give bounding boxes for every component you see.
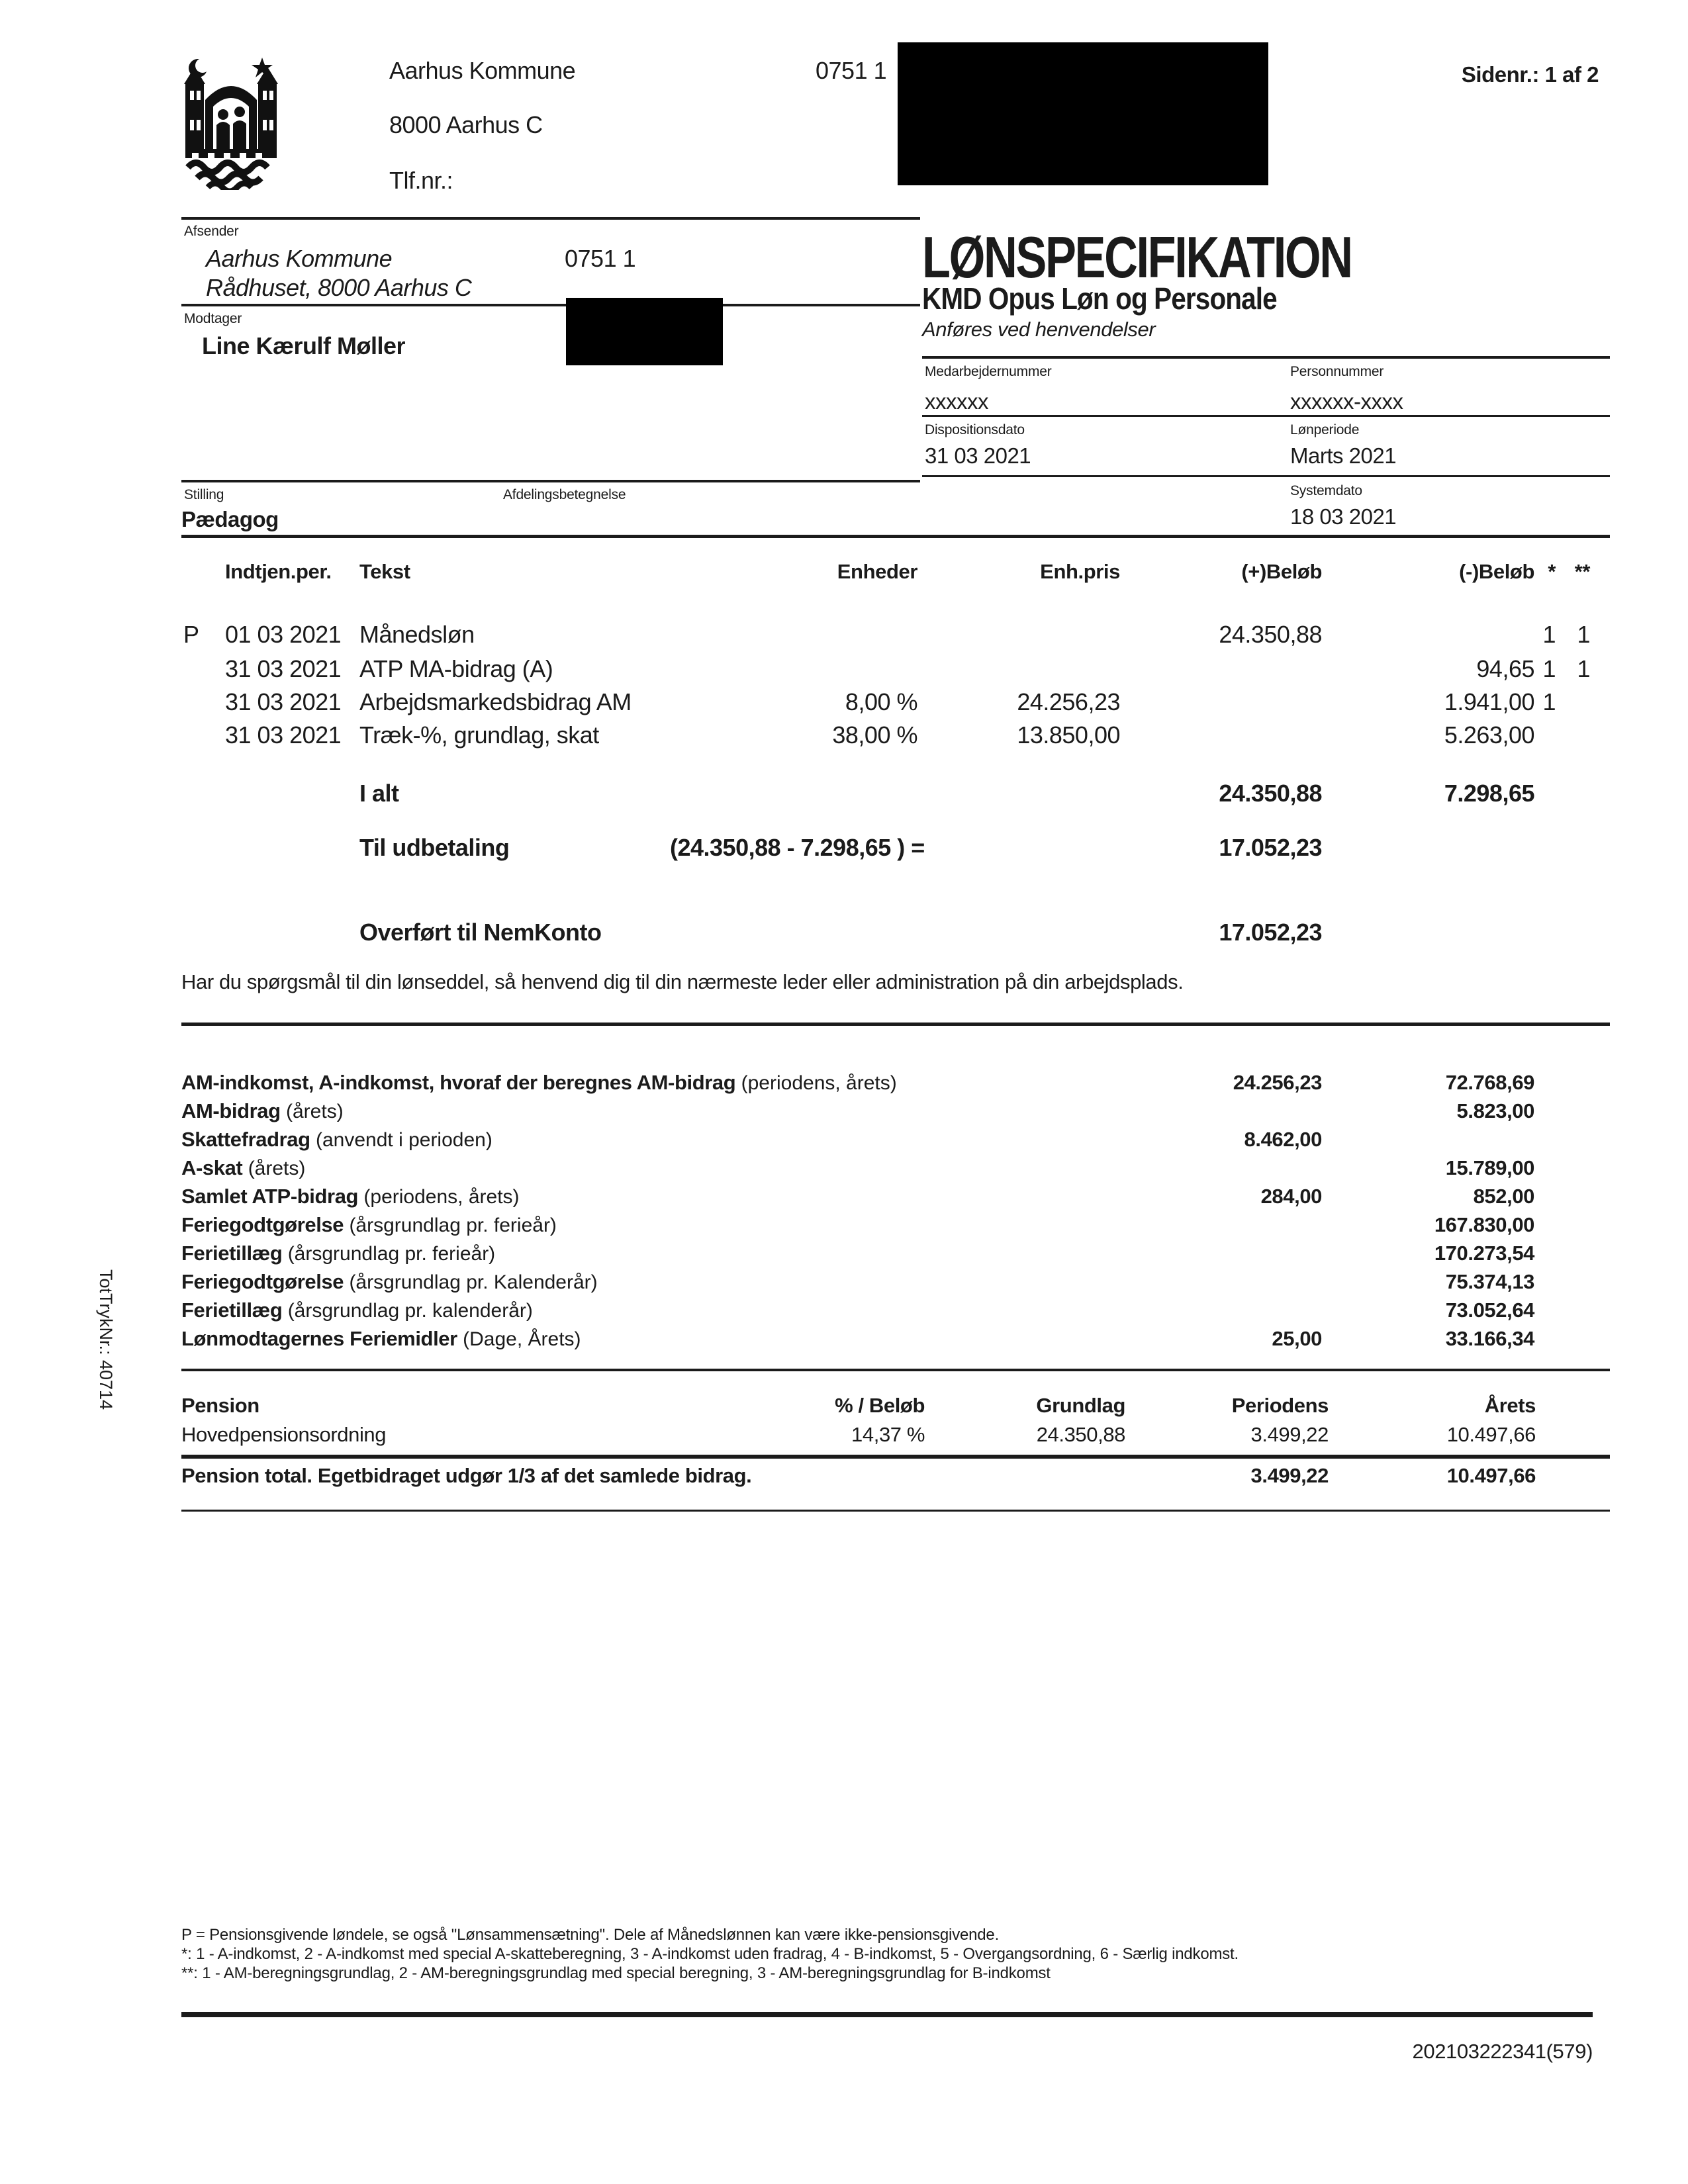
divider	[922, 415, 1610, 417]
stilling-label: Stilling	[184, 487, 224, 502]
pension-total-arets: 10.497,66	[1446, 1464, 1536, 1487]
summary-label: Lønmodtagernes Feriemidler	[181, 1327, 457, 1350]
cell-tekst: Månedsløn	[359, 621, 475, 648]
ialt-label: I alt	[359, 780, 399, 807]
divider	[181, 1510, 1610, 1512]
medarbejdernummer-label: Medarbejdernummer	[925, 364, 1052, 379]
summary-arets: 72.768,69	[1445, 1071, 1534, 1094]
systemdato-value: 18 03 2021	[1290, 504, 1397, 529]
summary-suffix: (årsgrundlag pr. kalenderår)	[282, 1300, 533, 1322]
cell-dstar: 1	[1577, 621, 1590, 648]
divider	[181, 1455, 1610, 1459]
summary-row	[0, 1128, 1688, 1157]
dispositionsdato-value: 31 03 2021	[925, 443, 1031, 468]
summary-periodens: 25,00	[1272, 1327, 1322, 1350]
summary-row	[0, 1298, 1688, 1328]
summary-periodens: 284,00	[1260, 1185, 1322, 1208]
cell-enheder: 38,00 %	[832, 721, 917, 749]
header-org-code: 0751 1	[816, 57, 887, 84]
afsender-name: Aarhus Kommune	[206, 245, 393, 272]
aarhus-coat-of-arms-logo	[181, 56, 281, 190]
summary-suffix: (periodens, årets)	[735, 1072, 897, 1094]
table-row	[0, 721, 1688, 751]
divider	[181, 535, 1610, 538]
cell-dstar: 1	[1577, 655, 1590, 682]
col-enhpris: Enh.pris	[1040, 560, 1120, 583]
cell-tekst: Træk-%, grundlag, skat	[359, 721, 599, 749]
col-tekst: Tekst	[359, 560, 410, 583]
col-plus-belob: (+)Beløb	[1241, 560, 1322, 583]
summary-label: AM-indkomst, A-indkomst, hvoraf der beregnes AM-bidrag	[181, 1071, 736, 1094]
pension-pct: 14,37 %	[851, 1423, 925, 1446]
cell-tekst: Arbejdsmarkedsbidrag AM	[359, 688, 632, 715]
pension-col-arets: Årets	[1484, 1394, 1536, 1417]
summary-label: Feriegodtgørelse	[181, 1213, 344, 1236]
stilling-value: Pædagog	[181, 507, 279, 531]
col-star: *	[1548, 560, 1556, 583]
divider	[181, 1023, 1610, 1026]
pension-total-row	[0, 1464, 1688, 1493]
personnummer-label: Personnummer	[1290, 364, 1384, 379]
footnote-double-star: **: 1 - AM-beregningsgrundlag, 2 - AM-beregningsgrundlag med special beregning, 3 - AM-beregningsgrundlag for B-indkomst	[181, 1964, 1051, 1982]
table-header-row	[0, 560, 1688, 589]
summary-arets: 33.166,34	[1445, 1327, 1534, 1350]
systemdato-label: Systemdato	[1290, 483, 1362, 498]
summary-label: Ferietillæg	[181, 1242, 283, 1265]
summary-label: Samlet ATP-bidrag	[181, 1185, 359, 1208]
document-number: 202103222341(579)	[1412, 2040, 1593, 2063]
cell-minus: 94,65	[1476, 655, 1534, 682]
pension-arets: 10.497,66	[1446, 1423, 1536, 1446]
udbetaling-label: Til udbetaling	[359, 834, 510, 861]
nemkonto-amount: 17.052,23	[1219, 919, 1322, 946]
summary-suffix: (Dage, Årets)	[457, 1328, 581, 1350]
divider	[181, 2012, 1593, 2017]
udbetaling-formula: (24.350,88 - 7.298,65 ) =	[670, 834, 925, 861]
cell-star: 1	[1542, 688, 1556, 715]
summary-suffix: (periodens, årets)	[358, 1186, 520, 1208]
summary-label: Feriegodtgørelse	[181, 1270, 344, 1293]
modtager-label: Modtager	[184, 311, 242, 326]
print-run-number: TotTrykNr.: 40714	[96, 1269, 116, 1410]
pension-col-periodens: Periodens	[1231, 1394, 1329, 1417]
pension-total-label: Pension total. Egetbidraget udgør 1/3 af det samlede bidrag.	[181, 1464, 752, 1487]
cell-tekst: ATP MA-bidrag (A)	[359, 655, 553, 682]
col-enheder: Enheder	[837, 560, 917, 583]
summary-row	[0, 1099, 1688, 1128]
modtager-name: Line Kærulf Møller	[202, 332, 406, 359]
divider	[181, 1369, 1610, 1371]
cell-minus: 5.263,00	[1444, 721, 1534, 749]
footnote-p: P = Pensionsgivende løndele, se også "Lønsammensætning". Dele af Månedslønnen kan være ikke-pensionsgivende.	[181, 1926, 1000, 1944]
header-phone-label: Tlf.nr.:	[389, 167, 453, 194]
summary-row	[0, 1071, 1688, 1100]
summary-suffix: (årets)	[280, 1101, 344, 1122]
summary-suffix: (årets)	[242, 1158, 306, 1179]
ref-note: Anføres ved henvendelser	[922, 318, 1156, 341]
table-row	[0, 688, 1688, 717]
summary-arets: 167.830,00	[1434, 1213, 1534, 1236]
cell-plus: 24.350,88	[1219, 621, 1322, 648]
afsender-address: Rådhuset, 8000 Aarhus C	[206, 274, 472, 301]
summary-periodens: 24.256,23	[1233, 1071, 1322, 1094]
summary-label: AM-bidrag	[181, 1099, 281, 1122]
medarbejdernummer-value: xxxxxx	[925, 389, 988, 414]
summary-row	[0, 1242, 1688, 1271]
divider	[181, 480, 920, 482]
pension-grundlag: 24.350,88	[1036, 1423, 1125, 1446]
divider	[922, 356, 1610, 359]
redaction-box-header	[898, 42, 1268, 185]
cell-date: 31 03 2021	[225, 721, 342, 749]
redaction-box-modtager	[566, 298, 723, 365]
dispositionsdato-label: Dispositionsdato	[925, 422, 1025, 437]
ialt-minus: 7.298,65	[1444, 780, 1534, 807]
footnote-star: *: 1 - A-indkomst, 2 - A-indkomst med special A-skatteberegning, 3 - A-indkomst uden fradrag, 4 - B-indkomst, 5 - Overgangsordning, 6 - Særlig indkomst.	[181, 1945, 1239, 1963]
udbetaling-amount: 17.052,23	[1219, 834, 1322, 861]
summary-arets: 15.789,00	[1445, 1156, 1534, 1179]
summary-periodens: 8.462,00	[1244, 1128, 1322, 1151]
summary-suffix: (årsgrundlag pr. ferieår)	[282, 1243, 496, 1265]
summary-suffix: (anvendt i perioden)	[310, 1129, 492, 1151]
summary-row	[0, 1185, 1688, 1214]
nemkonto-label: Overført til NemKonto	[359, 919, 602, 946]
afdeling-label: Afdelingsbetegnelse	[503, 487, 626, 502]
summary-row	[0, 1270, 1688, 1299]
total-row-udbetaling	[0, 834, 1688, 863]
summary-row	[0, 1156, 1688, 1185]
summary-arets: 170.273,54	[1434, 1242, 1534, 1265]
cell-enheder: 8,00 %	[845, 688, 917, 715]
personnummer-value: xxxxxx-xxxx	[1290, 389, 1403, 414]
table-row	[0, 655, 1688, 684]
header-city: 8000 Aarhus C	[389, 111, 543, 138]
pension-col-grundlag: Grundlag	[1036, 1394, 1125, 1417]
summary-arets: 75.374,13	[1445, 1270, 1534, 1293]
summary-row	[0, 1213, 1688, 1242]
cell-minus: 1.941,00	[1444, 688, 1534, 715]
divider	[922, 475, 1610, 477]
summary-arets: 852,00	[1473, 1185, 1534, 1208]
total-row-nemkonto	[0, 919, 1688, 948]
pension-periodens: 3.499,22	[1250, 1423, 1329, 1446]
summary-arets: 73.052,64	[1445, 1298, 1534, 1322]
cell-p: P	[183, 621, 199, 648]
summary-label: Skattefradrag	[181, 1128, 310, 1151]
help-text: Har du spørgsmål til din lønseddel, så henvend dig til din nærmeste leder eller administration på din arbejdsplads.	[181, 970, 1184, 993]
cell-date: 01 03 2021	[225, 621, 342, 648]
cell-enhpris: 13.850,00	[1017, 721, 1120, 749]
col-indtjen: Indtjen.per.	[225, 560, 332, 583]
total-row-ialt	[0, 780, 1688, 809]
lonperiode-value: Marts 2021	[1290, 443, 1397, 468]
pension-title: Pension	[181, 1394, 259, 1417]
summary-suffix: (årsgrundlag pr. Kalenderår)	[344, 1271, 598, 1293]
divider	[181, 217, 920, 220]
table-row	[0, 621, 1688, 650]
header-org-name: Aarhus Kommune	[389, 57, 576, 84]
cell-enhpris: 24.256,23	[1017, 688, 1120, 715]
doc-subtitle: KMD Opus Løn og Personale	[922, 281, 1277, 316]
summary-label: A-skat	[181, 1156, 243, 1179]
col-minus-belob: (-)Beløb	[1459, 560, 1534, 583]
afsender-label: Afsender	[184, 224, 239, 239]
summary-suffix: (årsgrundlag pr. ferieår)	[344, 1214, 557, 1236]
ialt-plus: 24.350,88	[1219, 780, 1322, 807]
pension-col-pct: % / Beløb	[835, 1394, 925, 1417]
page-number: Sidenr.: 1 af 2	[1461, 62, 1599, 87]
cell-star: 1	[1542, 655, 1556, 682]
summary-label: Ferietillæg	[181, 1298, 283, 1322]
pension-total-periodens: 3.499,22	[1250, 1464, 1329, 1487]
col-double-star: **	[1574, 560, 1590, 583]
divider	[181, 304, 920, 306]
cell-date: 31 03 2021	[225, 688, 342, 715]
cell-star: 1	[1542, 621, 1556, 648]
cell-date: 31 03 2021	[225, 655, 342, 682]
doc-title: LØNSPECIFIKATION	[922, 224, 1352, 290]
afsender-code: 0751 1	[565, 245, 636, 272]
pension-header-row	[0, 1394, 1688, 1423]
pension-row	[0, 1423, 1688, 1452]
pension-name: Hovedpensionsordning	[181, 1423, 387, 1446]
summary-row	[0, 1327, 1688, 1356]
lonperiode-label: Lønperiode	[1290, 422, 1360, 437]
summary-arets: 5.823,00	[1456, 1099, 1534, 1122]
